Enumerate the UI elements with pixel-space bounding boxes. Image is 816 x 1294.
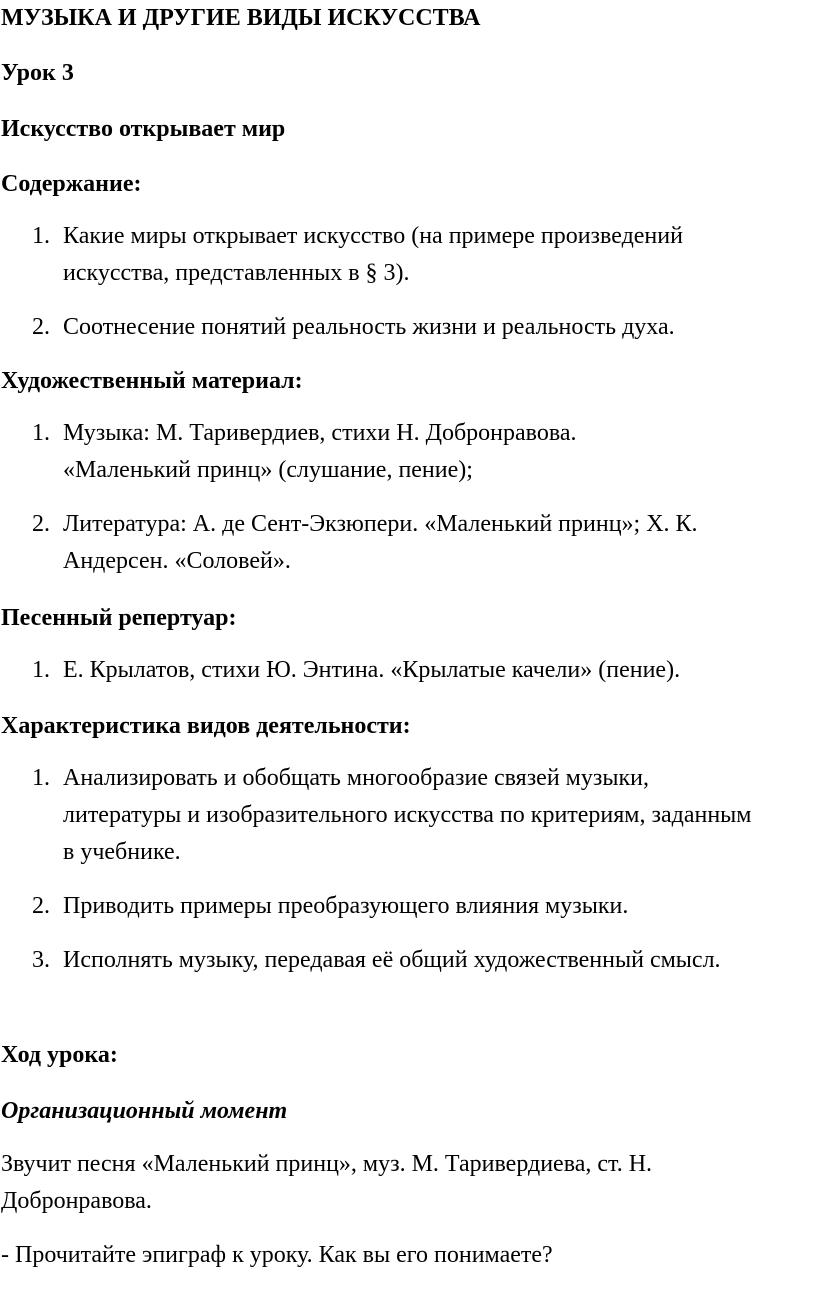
list-item	[0, 760, 804, 871]
repertoire-list	[0, 652, 804, 689]
list-item	[0, 309, 804, 346]
lesson-number: Урок 3	[1, 60, 74, 86]
content-list	[0, 218, 804, 346]
list-text: Литература: А. де Сент-Экзюпери. «Маленький принц»; Х. К. Андерсен. «Соловей».	[63, 511, 698, 574]
list-number: 2.	[32, 511, 50, 537]
course-heading: Ход урока:	[1, 1042, 118, 1068]
list-number: 2.	[32, 314, 50, 340]
material-heading: Художественный материал:	[1, 368, 303, 394]
list-item	[0, 942, 804, 979]
list-item	[0, 888, 804, 925]
list-number: 1.	[32, 657, 50, 683]
list-text: Исполнять музыку, передавая её общий художественный смысл.	[63, 947, 721, 973]
list-text: Соотнесение понятий реальность жизни и реальность духа.	[63, 314, 675, 340]
list-number: 1.	[32, 420, 50, 446]
list-number: 2.	[32, 893, 50, 919]
activity-list	[0, 760, 804, 979]
list-item	[0, 652, 804, 689]
list-text: Какие миры открывает искусство (на примере произведений искусства, представленных в § 3).	[63, 223, 683, 286]
list-text: Приводить примеры преобразующего влияния музыки.	[63, 893, 629, 919]
document-title: МУЗЫКА И ДРУГИЕ ВИДЫ ИСКУССТВА	[1, 5, 481, 31]
list-number: 3.	[32, 947, 50, 973]
lesson-topic: Искусство открывает мир	[1, 116, 286, 142]
list-number: 1.	[32, 765, 50, 791]
list-text: Е. Крылатов, стихи Ю. Энтина. «Крылатые качели» (пение).	[63, 657, 681, 683]
list-item	[0, 506, 804, 580]
list-number: 1.	[32, 223, 50, 249]
repertoire-heading: Песенный репертуар:	[1, 605, 237, 631]
list-item	[0, 415, 804, 489]
list-item	[0, 218, 804, 292]
paragraph: - Прочитайте эпиграф к уроку. Как вы его понимаете?	[1, 1242, 553, 1268]
org-moment-heading: Организационный момент	[1, 1098, 288, 1124]
activity-heading: Характеристика видов деятельности:	[1, 713, 411, 739]
list-text: Музыка: М. Таривердиев, стихи Н. Добронравова. «Маленький принц» (слушание, пение);	[63, 420, 577, 483]
material-list	[0, 415, 804, 580]
list-text: Анализировать и обобщать многообразие связей музыки, литературы и изобразительного искусства по критериям, заданным в учебнике.	[63, 765, 752, 865]
paragraph: Звучит песня «Маленький принц», муз. М. Таривердиева, ст. Н. Добронравова.	[1, 1151, 653, 1214]
content-heading: Содержание:	[1, 171, 142, 197]
